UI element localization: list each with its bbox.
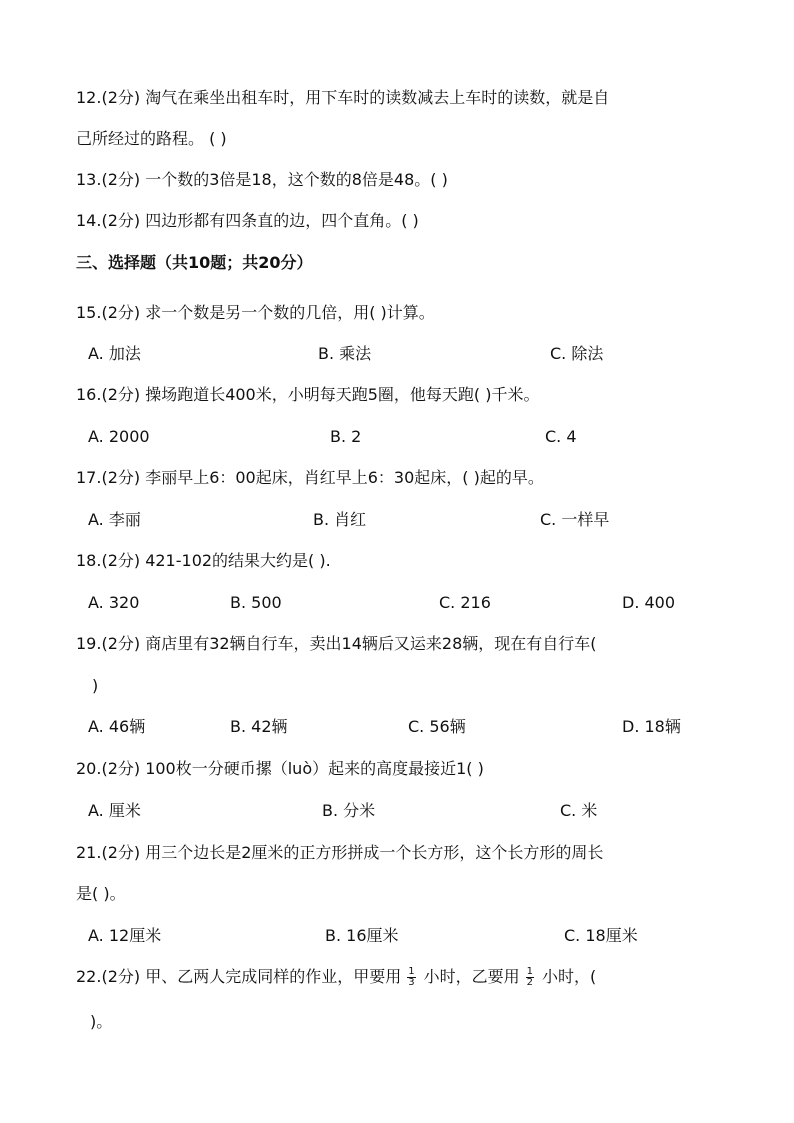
section-3-title: 三、选择题（共10题；共20分）: [76, 253, 313, 272]
question-18-option-d[interactable]: D. 400: [622, 593, 676, 612]
question-16-option-a[interactable]: A. 2000: [88, 427, 150, 446]
question-15: 15.(2分) 求一个数是另一个数的几倍，用( )计算。: [76, 303, 435, 322]
question-21-option-c[interactable]: C. 18厘米: [564, 926, 638, 945]
question-21-line-1: 21.(2分) 用三个边长是2厘米的正方形拼成一个长方形，这个长方形的周长: [76, 843, 604, 862]
fraction-2-numerator: 1: [526, 966, 533, 977]
question-22-line-2: )。: [90, 1012, 113, 1031]
question-19-line-2: ): [92, 676, 99, 695]
question-22-text-part-3: 小时，(: [541, 967, 597, 986]
question-17: 17.(2分) 李丽早上6：00起床，肖红早上6：30起床，( )起的早。: [76, 468, 544, 487]
question-18-option-c[interactable]: C. 216: [439, 593, 491, 612]
question-12-line-1: 12.(2分) 淘气在乘坐出租车时，用下车时的读数减去上车时的读数，就是自: [76, 88, 610, 107]
question-16-option-c[interactable]: C. 4: [545, 427, 577, 446]
question-20-option-b[interactable]: B. 分米: [322, 801, 376, 820]
question-12-line-2: 己所经过的路程。 ( ): [76, 129, 227, 148]
question-18-option-a[interactable]: A. 320: [88, 593, 140, 612]
question-20-option-a[interactable]: A. 厘米: [88, 801, 141, 820]
question-19-line-1: 19.(2分) 商店里有32辆自行车，卖出14辆后又运来28辆，现在有自行车(: [76, 634, 597, 653]
question-15-option-c[interactable]: C. 除法: [550, 344, 604, 363]
question-22-text-part-2: 小时，乙要用: [423, 967, 520, 986]
question-16-option-b[interactable]: B. 2: [330, 427, 362, 446]
question-17-option-a[interactable]: A. 李丽: [88, 510, 141, 529]
question-17-option-c[interactable]: C. 一样早: [540, 510, 610, 529]
question-18: 18.(2分) 421-102的结果大约是( ).: [76, 551, 331, 570]
fraction-one-third: [407, 967, 415, 988]
question-13: 13.(2分) 一个数的3倍是18，这个数的8倍是48。( ): [76, 170, 448, 189]
question-21-option-a[interactable]: A. 12厘米: [88, 926, 162, 945]
question-22-text-part-1: 22.(2分) 甲、乙两人完成同样的作业，甲要用: [76, 967, 402, 986]
question-19-option-a[interactable]: A. 46辆: [88, 717, 146, 736]
question-18-option-b[interactable]: B. 500: [230, 593, 282, 612]
question-15-option-b[interactable]: B. 乘法: [318, 344, 372, 363]
question-21-line-2: 是( )。: [76, 884, 126, 903]
question-17-option-b[interactable]: B. 肖红: [313, 510, 367, 529]
fraction-2-denominator: 2: [526, 977, 533, 988]
question-16: 16.(2分) 操场跑道长400米，小明每天跑5圈，他每天跑( )千米。: [76, 385, 540, 404]
question-20-option-c[interactable]: C. 米: [560, 801, 598, 820]
question-19-option-c[interactable]: C. 56辆: [408, 717, 466, 736]
question-22-line-1: [76, 966, 596, 988]
question-15-option-a[interactable]: A. 加法: [88, 344, 141, 363]
question-21-option-b[interactable]: B. 16厘米: [325, 926, 399, 945]
fraction-1-numerator: 1: [408, 966, 415, 977]
fraction-one-half: [526, 967, 534, 988]
question-20: 20.(2分) 100枚一分硬币摞（luò）起来的高度最接近1( ): [76, 759, 484, 778]
question-19-option-b[interactable]: B. 42辆: [230, 717, 288, 736]
question-19-option-d[interactable]: D. 18辆: [622, 717, 681, 736]
fraction-1-denominator: 3: [408, 977, 415, 988]
question-14: 14.(2分) 四边形都有四条直的边，四个直角。( ): [76, 211, 419, 230]
